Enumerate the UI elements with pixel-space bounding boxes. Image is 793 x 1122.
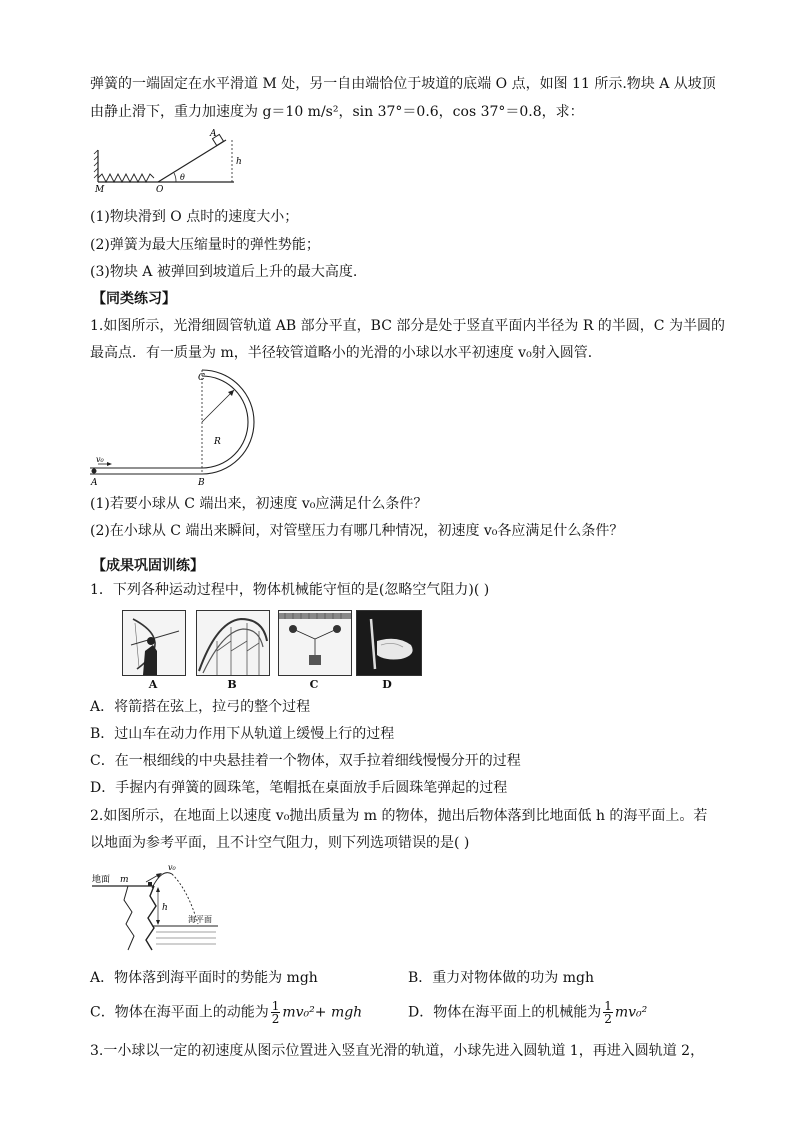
test-1-option-B: B．过山车在动力作用下从轨道上缓慢上行的过程 xyxy=(90,726,395,742)
label-B: B xyxy=(198,478,205,488)
option-C-suffix: mv₀²+ mgh xyxy=(282,1004,363,1021)
label-O: O xyxy=(156,185,164,194)
section-heading-practice: 【同类练习】 xyxy=(92,291,176,307)
label-theta: θ xyxy=(180,173,185,182)
problem-1-question-1: (1)若要小球从 C 端出来，初速度 v₀应满足什么条件？ xyxy=(90,496,428,512)
image-label-A: A xyxy=(148,678,158,691)
label-A: A xyxy=(210,129,217,139)
image-label-D: D xyxy=(382,678,392,691)
label-v0-2: v₀ xyxy=(168,863,176,872)
option-D-suffix: mv₀² xyxy=(614,1004,648,1021)
label-R: R xyxy=(214,437,221,447)
intro-question-3: (3)物块 A 被弹回到坡道后上升的最大高度. xyxy=(90,264,358,280)
fraction-half-2 xyxy=(603,1000,613,1025)
test-2-line-2: 以地面为参考平面，且不计空气阻力，则下列选项错误的是( ) xyxy=(90,835,470,851)
label-h2: h xyxy=(162,903,168,913)
fraction-numerator-2: 1 xyxy=(604,999,612,1013)
photo-spring-pen xyxy=(356,610,422,676)
fraction-denominator-2: 2 xyxy=(604,1012,612,1026)
label-m: m xyxy=(120,875,129,885)
image-label-C: C xyxy=(309,678,319,691)
test-2-option-B: B．重力对物体做的功为 mgh xyxy=(408,970,594,986)
test-2-option-C xyxy=(90,1000,362,1025)
label-A2: A xyxy=(91,478,98,488)
tube-track-figure xyxy=(88,368,268,490)
intro-line-2: 由静止滑下，重力加速度为 g＝10 m/s²，sin 37°＝0.6，cos 37°＝0.8，求： xyxy=(90,104,584,120)
slope-spring-figure xyxy=(92,128,252,194)
problem-1-line-2: 最高点．有一质量为 m，半径较管道略小的光滑的小球以水平初速度 v₀射入圆管． xyxy=(90,345,602,361)
test-1-option-D: D．手握内有弹簧的圆珠笔，笔帽抵在桌面放手后圆珠笔弹起的过程 xyxy=(90,780,508,796)
photo-hanging-object xyxy=(278,610,352,676)
option-C-prefix: C．物体在海平面上的动能为 xyxy=(90,1004,269,1021)
intro-question-1: (1)物块滑到 O 点时的速度大小； xyxy=(90,209,299,225)
test-1-stem: 1．下列各种运动过程中，物体机械能守恒的是(忽略空气阻力)( ) xyxy=(90,582,490,598)
label-M: M xyxy=(95,185,105,194)
test-1-option-C: C．在一根细线的中央悬挂着一个物体，双手拉着细线慢慢分开的过程 xyxy=(90,753,521,769)
intro-line-1: 弹簧的一端固定在水平滑道 M 处，另一自由端恰位于坡道的底端 O 点，如图 11 所示.物块 A 从坡顶 xyxy=(90,76,716,92)
intro-question-2: (2)弹簧为最大压缩量时的弹性势能； xyxy=(90,237,320,253)
label-v0: v₀ xyxy=(96,455,104,464)
test-2-option-A: A．物体落到海平面时的势能为 mgh xyxy=(90,970,318,986)
photo-archer xyxy=(122,610,186,676)
option-D-prefix: D．物体在海平面上的机械能为 xyxy=(408,1004,602,1021)
fraction-half xyxy=(271,1000,281,1025)
fraction-denominator: 2 xyxy=(271,1012,280,1026)
photo-roller-coaster xyxy=(196,610,270,676)
image-label-B: B xyxy=(227,678,237,691)
section-heading-consolidation: 【成果巩固训练】 xyxy=(92,558,204,574)
cliff-sea-figure xyxy=(88,860,228,952)
problem-1-line-1: 1.如图所示，光滑细圆管轨道 AB 部分平直，BC 部分是处于竖直平面内半径为 R 的半圆，C 为半圆的 xyxy=(90,318,725,334)
problem-1-question-2: (2)在小球从 C 端出来瞬间，对管壁压力有哪几种情况，初速度 v₀各应满足什么条件？ xyxy=(90,523,624,539)
test-3-line-1: 3.一小球以一定的初速度从图示位置进入竖直光滑的轨道，小球先进入圆轨道 1，再进入圆轨道 2， xyxy=(90,1043,705,1059)
label-ground: 地面 xyxy=(92,875,111,885)
test-2-option-D xyxy=(408,1000,647,1025)
test-2-line-1: 2.如图所示，在地面上以速度 v₀抛出质量为 m 的物体，抛出后物体落到比地面低 h 的海平面上。若 xyxy=(90,808,708,824)
label-sea: 海平面 xyxy=(188,915,212,924)
label-C: C xyxy=(198,373,205,383)
fraction-numerator: 1 xyxy=(271,999,280,1013)
label-h: h xyxy=(236,157,242,167)
test-1-option-A: A．将箭搭在弦上，拉弓的整个过程 xyxy=(90,699,311,715)
